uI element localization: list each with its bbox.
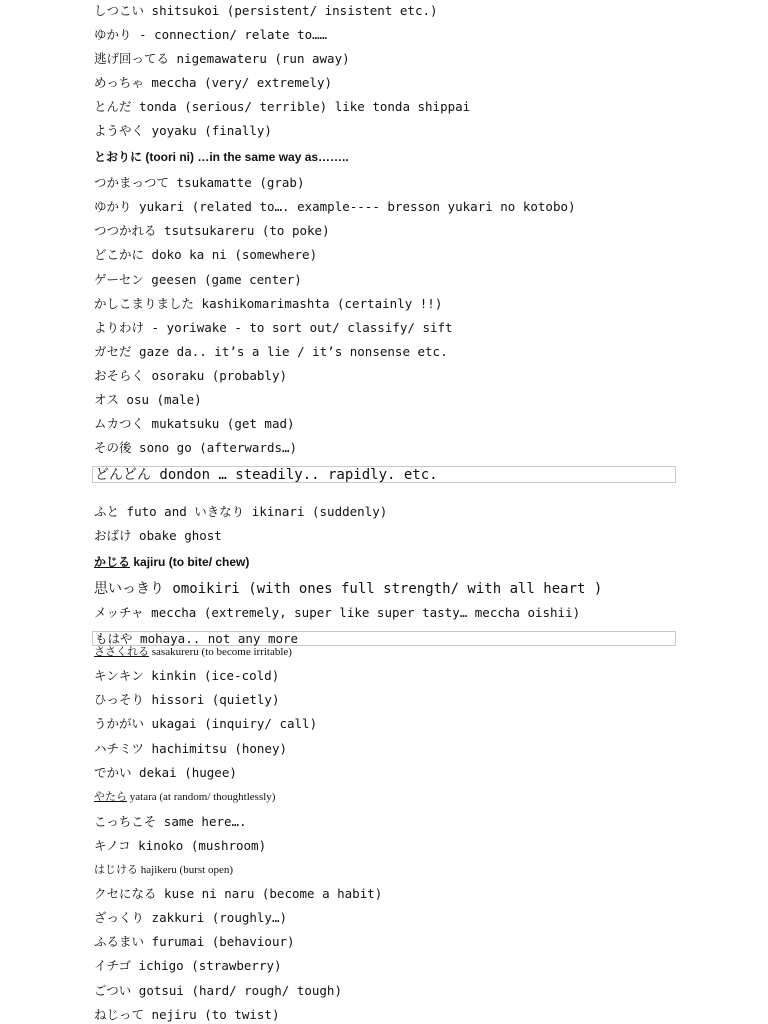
list-item <box>94 530 222 543</box>
list-item <box>94 607 580 620</box>
list-item <box>94 29 327 42</box>
list-item <box>95 633 298 646</box>
entry-japanese: キンキン <box>94 668 144 683</box>
entry-japanese: よりわけ <box>94 320 145 335</box>
boxed-entry <box>92 466 676 483</box>
entry-reading: hajikeru (burst open) <box>138 864 233 876</box>
list-item <box>94 249 317 262</box>
list-item <box>94 5 438 18</box>
list-item <box>94 506 387 519</box>
entry-japanese: その後 <box>94 440 132 455</box>
list-item <box>94 346 448 359</box>
entry-reading: hachimitsu (honey) <box>144 741 288 756</box>
list-item <box>94 694 279 707</box>
entry-japanese: クセになる <box>94 886 157 901</box>
list-item <box>94 865 233 876</box>
entry-japanese: おばけ <box>94 528 132 543</box>
entry-reading: same here…. <box>156 814 247 829</box>
entry-japanese: ムカつく <box>94 416 145 431</box>
entry-reading: sasakureru (to become irritable) <box>149 646 292 658</box>
list-item <box>94 53 350 66</box>
entry-japanese: かしこまりました <box>94 296 195 311</box>
entry-reading: meccha (extremely, super like super tasty… meccha oishii) <box>143 605 581 620</box>
entry-japanese: ガセだ <box>94 344 132 359</box>
entry-japanese: ささくれる <box>94 646 149 658</box>
list-item <box>94 151 349 163</box>
list-item <box>94 767 237 780</box>
list-item <box>95 468 438 482</box>
entry-japanese: ねじって <box>94 1007 145 1022</box>
list-item <box>94 125 272 138</box>
entry-japanese: はじける <box>94 864 138 876</box>
entry-reading: gaze da.. it’s a lie / it’s nonsense etc. <box>131 344 448 359</box>
entry-japanese: ふと <box>94 504 120 519</box>
entry-reading: furumai (behaviour) <box>144 934 295 949</box>
entry-reading: sono go (afterwards…) <box>131 440 298 455</box>
entry-reading: (toori ni) …in the same way as…….. <box>142 150 349 164</box>
entry-japanese: ざっくり <box>94 910 145 925</box>
entry-reading: yukari (related to…. example---- bresson yukari no kotobo) <box>131 199 576 214</box>
entry-reading: kinoko (mushroom) <box>130 838 267 853</box>
entry-japanese: うかがい <box>94 716 145 731</box>
entry-reading: - yoriwake - to sort out/ classify/ sift <box>144 320 453 335</box>
entry-japanese: ようやく <box>94 123 145 138</box>
entry-japanese: ゲーセン <box>94 272 144 287</box>
entry-japanese: かじる <box>94 555 131 569</box>
list-item <box>94 936 295 949</box>
entry-reading: obake ghost <box>131 528 222 543</box>
entry-reading: - connection/ relate to…… <box>131 27 328 42</box>
entry-reading: osoraku (probably) <box>144 368 288 383</box>
list-item <box>94 743 287 756</box>
entry-reading: ukagai (inquiry/ call) <box>144 716 318 731</box>
entry-reading: doko ka ni (somewhere) <box>144 247 318 262</box>
entry-japanese: でかい <box>94 765 132 780</box>
entry-reading: osu (male) <box>118 392 202 407</box>
entry-reading: kinkin (ice-cold) <box>143 668 280 683</box>
entry-japanese: メッチャ <box>94 605 144 620</box>
entry-reading: kajiru (to bite/ chew) <box>130 555 250 569</box>
list-item <box>94 298 442 311</box>
entry-japanese: つつかれる <box>94 223 157 238</box>
list-item <box>94 985 342 998</box>
list-item <box>94 1009 279 1022</box>
list-item <box>94 370 287 383</box>
entry-reading: yatara (at random/ thoughtlessly) <box>127 791 276 803</box>
list-item <box>94 418 295 431</box>
entry-japanese: ふるまい <box>94 934 145 949</box>
list-item <box>94 177 304 190</box>
entry-reading: geesen (game center) <box>143 272 302 287</box>
boxed-entry <box>92 631 676 646</box>
entry-reading: tonda (serious/ terrible) like tonda shippai <box>131 99 471 114</box>
list-item <box>94 274 302 287</box>
list-item <box>94 394 202 407</box>
list-item <box>94 792 275 803</box>
entry-japanese: めっちゃ <box>94 75 144 90</box>
entry-reading: meccha (very/ extremely) <box>143 75 333 90</box>
entry-reading: nigemawateru (run away) <box>169 51 350 66</box>
entry-japanese: つかまっつて <box>94 175 170 190</box>
entry-japanese: ひっそり <box>94 692 145 707</box>
entry-japanese: おそらく <box>94 368 145 383</box>
list-item <box>94 201 576 214</box>
list-item <box>94 670 279 683</box>
entry-reading: ichigo (strawberry) <box>131 958 282 973</box>
entry-japanese: キノコ <box>94 838 131 853</box>
entry-japanese: やたら <box>94 791 127 803</box>
entry-reading: mohaya.. not any more <box>132 631 299 646</box>
entry-japanese: しつこい <box>94 3 145 18</box>
entry-japanese: 逃げ回ってる <box>94 51 170 66</box>
entry-reading: zakkuri (roughly…) <box>144 910 288 925</box>
list-item <box>94 556 249 568</box>
list-item <box>94 322 453 335</box>
entry-reading: omoikiri (with ones full strength/ with all heart ) <box>164 581 603 597</box>
entry-reading: mukatsuku (get mad) <box>144 416 295 431</box>
entry-reading: kashikomarimashta (certainly !!) <box>194 296 443 311</box>
entry-japanese: オス <box>94 392 119 407</box>
list-item <box>94 718 317 731</box>
entry-japanese: ハチミツ <box>94 741 145 756</box>
entry-reading: dondon … steadily.. rapidly. etc. <box>151 467 438 483</box>
entry-japanese: 思いっきり <box>94 581 164 597</box>
list-item <box>94 912 287 925</box>
entry-reading: hissori (quietly) <box>144 692 280 707</box>
list-item <box>94 582 602 596</box>
entry-japanese: どんどん <box>95 467 151 483</box>
entry-reading: kuse ni naru (become a habit) <box>156 886 383 901</box>
entry-reading: gotsui (hard/ rough/ tough) <box>131 983 342 998</box>
entry-japanese: もはや <box>95 631 133 646</box>
entry-japanese: ゆかり <box>94 27 132 42</box>
list-item <box>94 225 330 238</box>
entry-japanese: こっちこそ <box>94 814 157 829</box>
entry-reading: tsutsukareru (to poke) <box>156 223 330 238</box>
entry-reading: tsukamatte (grab) <box>169 175 305 190</box>
list-item <box>94 960 282 973</box>
entry-japanese: イチゴ <box>94 958 132 973</box>
list-item <box>94 816 247 829</box>
entry-japanese: とおりに <box>94 150 143 164</box>
list-item <box>94 647 292 658</box>
entry-japanese: どこかに <box>94 247 145 262</box>
entry-japanese: とんだ <box>94 99 132 114</box>
entry-reading: dekai (hugee) <box>131 765 237 780</box>
entry-reading: futo and いきなり ikinari (suddenly) <box>119 504 388 519</box>
list-item <box>94 101 470 114</box>
entry-reading: yoyaku (finally) <box>144 123 272 138</box>
entry-japanese: ごつい <box>94 983 132 998</box>
list-item <box>94 840 266 853</box>
list-item <box>94 442 297 455</box>
entry-japanese: ゆかり <box>94 199 132 214</box>
list-item <box>94 888 382 901</box>
list-item <box>94 77 332 90</box>
entry-reading: nejiru (to twist) <box>144 1007 280 1022</box>
entry-reading: shitsukoi (persistent/ insistent etc.) <box>144 3 438 18</box>
